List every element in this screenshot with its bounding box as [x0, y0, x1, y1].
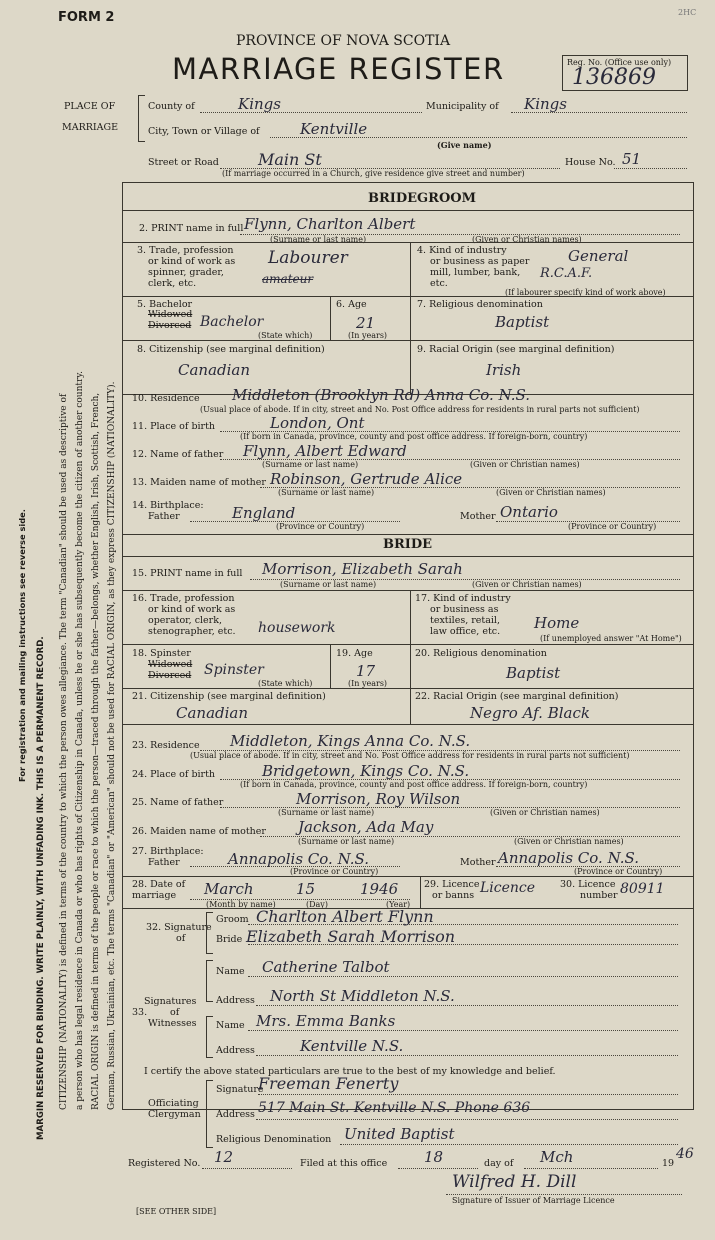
- place-brace: [138, 95, 145, 142]
- groom-signature: Charlton Albert Flynn: [256, 907, 434, 926]
- province-heading: PROVINCE OF NOVA SCOTIA: [236, 33, 451, 49]
- groom-birthplace-label: 14. Birthplace:: [132, 500, 204, 511]
- bride-state-which-caption: (State which): [258, 679, 313, 688]
- page-title: MARRIAGE REGISTER: [172, 52, 505, 86]
- municipality-label: Municipality of: [426, 101, 499, 112]
- groom-birthplace-father-label: Father: [148, 511, 180, 522]
- groom-religion-label: 7. Religious denomination: [417, 299, 543, 310]
- bride-industry-label-1: 17. Kind of industry: [415, 593, 511, 604]
- bride-industry-label-4: law office, etc.: [430, 626, 501, 637]
- bride-in-years-caption: (In years): [348, 679, 388, 688]
- licence-number-label-2: number: [580, 890, 618, 901]
- bride-mother-value: Jackson, Ada May: [298, 818, 434, 836]
- bride-religion-label: 20. Religious denomination: [415, 648, 547, 659]
- form-label: FORM 2: [58, 10, 115, 25]
- groom-age-value: 21: [356, 314, 376, 332]
- witnesses-label-3: Witnesses: [148, 1018, 197, 1029]
- bride-age-label: 19. Age: [336, 648, 373, 659]
- bride-industry-label-3: textiles, retail,: [430, 615, 500, 626]
- bride-trade-label-2: or kind of work as: [148, 604, 236, 615]
- place-label-1: PLACE OF: [64, 101, 116, 112]
- bride-status-value: Spinster: [204, 662, 264, 678]
- racial-origin-definition-1: RACIAL ORIGIN is defined in terms of the people or race to which the person—traced through the father—belongs, whether English, Irish, Scottish, French,: [91, 392, 101, 1110]
- groom-given-caption: (Given or Christian names): [472, 235, 582, 244]
- groom-industry-label-2: or business as paper: [430, 256, 530, 267]
- bride-header: BRIDE: [383, 537, 433, 552]
- groom-trade-label-3: spinner, grader,: [148, 267, 224, 278]
- bride-trade-value: housework: [258, 620, 336, 636]
- groom-widowed-label: Widowed: [148, 309, 193, 320]
- bride-father-value: Morrison, Roy Wilson: [296, 790, 461, 808]
- bride-racial-value: Negro Af. Black: [470, 704, 590, 722]
- bride-mother-given-caption: (Given or Christian names): [514, 837, 624, 846]
- groom-mother-surname-caption: (Surname or last name): [278, 488, 375, 497]
- witness1-address-label: Address: [216, 995, 255, 1006]
- filed-day-value: 18: [424, 1148, 444, 1166]
- bride-signature-label: Bride: [216, 934, 243, 945]
- officiating-label-1: Officiating: [148, 1098, 199, 1109]
- groom-trade-struck: amateur: [262, 272, 314, 286]
- issuer-signature: Wilfred H. Dill: [452, 1172, 577, 1192]
- clergy-denomination: United Baptist: [344, 1125, 455, 1143]
- marriage-month-caption: (Month by name): [206, 900, 276, 909]
- place-label-2: MARRIAGE: [62, 122, 119, 133]
- street-value: Main St: [258, 150, 322, 169]
- groom-mother-value: Robinson, Gertrude Alice: [270, 470, 463, 488]
- bride-birthplace-mother-label: Mother: [460, 857, 496, 868]
- bride-spinster-label: 18. Spinster: [132, 648, 191, 659]
- witnesses-number: 33.: [132, 1007, 148, 1018]
- certification-text: I certify the above stated particulars are true to the best of my knowledge and belief.: [144, 1066, 556, 1077]
- filed-month-value: Mch: [540, 1148, 574, 1166]
- groom-trade-label-1: 3. Trade, profession: [137, 245, 234, 256]
- marriage-day-value: 15: [296, 880, 316, 898]
- witness2-name: Mrs. Emma Banks: [256, 1012, 396, 1030]
- bride-given-caption: (Given or Christian names): [472, 580, 582, 589]
- witness1-name: Catherine Talbot: [262, 958, 390, 976]
- reg-no-label: Reg. No. (Office use only): [567, 58, 672, 67]
- clergy-signature-label: Signature: [216, 1084, 264, 1095]
- house-value: 51: [622, 150, 642, 168]
- groom-in-years-caption: (In years): [348, 331, 388, 340]
- county-value: Kings: [238, 95, 281, 113]
- clergy-signature: Freeman Fenerty: [258, 1074, 399, 1093]
- bride-birth-label: 24. Place of birth: [132, 769, 216, 780]
- reg-no-value: 136869: [572, 65, 656, 90]
- bride-mother-surname-caption: (Surname or last name): [298, 837, 395, 846]
- issuer-signature-caption: Signature of Issuer of Marriage Licence: [452, 1196, 615, 1205]
- bride-mother-birthplace-value: Annapolis Co. N.S.: [498, 849, 640, 867]
- bride-racial-label: 22. Racial Origin (see marginal definition): [415, 691, 619, 702]
- groom-mother-given-caption: (Given or Christian names): [496, 488, 606, 497]
- groom-state-which-caption: (State which): [258, 331, 313, 340]
- registered-no-label: Registered No.: [128, 1158, 201, 1169]
- top-mark: 2HC: [678, 8, 697, 17]
- groom-father-label: 12. Name of father: [132, 449, 224, 460]
- groom-birthplace-mother-label: Mother: [460, 511, 496, 522]
- groom-signature-label: Groom: [216, 914, 249, 925]
- groom-industry-value: General: [568, 247, 629, 265]
- officiating-label-2: Clergyman: [148, 1109, 201, 1120]
- marriage-year-value: 1946: [360, 880, 399, 898]
- bride-religion-value: Baptist: [506, 664, 561, 682]
- groom-father-province-caption: (Province or Country): [276, 522, 365, 531]
- groom-trade-label-4: clerk, etc.: [148, 278, 197, 289]
- groom-name-label: 2. PRINT name in full: [139, 223, 244, 234]
- clergy-address: 517 Main St. Kentville N.S. Phone 636: [258, 1100, 531, 1116]
- witness1-name-label: Name: [216, 966, 245, 977]
- groom-residence-note: (Usual place of abode. If in city, street and No. Post Office address for residents in rural parts not sufficient): [200, 405, 640, 414]
- bride-industry-value: Home: [534, 614, 580, 632]
- marriage-year-caption: (Year): [386, 900, 411, 909]
- bride-father-label: 25. Name of father: [132, 797, 224, 808]
- licence-label-1: 29. Licence: [424, 879, 480, 890]
- bride-age-value: 17: [356, 662, 376, 680]
- bride-father-birthplace-value: Annapolis Co. N.S.: [228, 850, 370, 868]
- filed-label: Filed at this office: [300, 1158, 388, 1169]
- marriage-date-label-2: marriage: [132, 890, 177, 901]
- groom-birth-note: (If born in Canada, province, county and post office address. If foreign-born, country): [240, 432, 588, 441]
- margin-note-instructions: For registration and mailing instructions see reverse side.: [17, 509, 27, 782]
- groom-mother-label: 13. Maiden name of mother: [132, 477, 266, 488]
- bride-mother-province-caption: (Province or Country): [574, 867, 663, 876]
- signature-label: 32. Signature: [146, 922, 212, 933]
- church-note: (If marriage occurred in a Church, give residence give street and number): [222, 169, 525, 178]
- groom-bachelor-label: 5. Bachelor: [137, 299, 193, 310]
- groom-father-surname-caption: (Surname or last name): [262, 460, 359, 469]
- groom-status-value: Bachelor: [200, 314, 264, 330]
- groom-birth-label: 11. Place of birth: [132, 421, 216, 432]
- groom-trade-value: Labourer: [268, 248, 348, 268]
- bride-trade-label-4: stenographer, etc.: [148, 626, 236, 637]
- bride-citizenship-value: Canadian: [176, 704, 249, 722]
- witness1-address: North St Middleton N.S.: [270, 987, 455, 1005]
- bride-residence-note: (Usual place of abode. If in city, street and No. Post Office address for residents in rural parts not sufficient): [190, 751, 630, 760]
- city-value: Kentville: [300, 120, 368, 138]
- marriage-date-label-1: 28. Date of: [132, 879, 186, 890]
- groom-citizenship-label: 8. Citizenship (see marginal definition): [137, 344, 325, 355]
- groom-father-value: Flynn, Albert Edward: [243, 442, 407, 460]
- witness2-address: Kentville N.S.: [300, 1037, 404, 1055]
- groom-residence-label: 10. Residence: [132, 393, 200, 404]
- witnesses-label-2: of: [170, 1007, 180, 1018]
- groom-industry-value-2: R.C.A.F.: [540, 266, 593, 281]
- margin-note-binding: MARGIN RESERVED FOR BINDING. WRITE PLAINLY, WITH UNFADING INK. THIS IS A PERMANENT RECORD.: [36, 636, 46, 1140]
- house-label: House No.: [565, 157, 616, 168]
- bride-residence-label: 23. Residence: [132, 740, 200, 751]
- bride-name-value: Morrison, Elizabeth Sarah: [262, 560, 463, 578]
- bridegroom-header: BRIDEGROOM: [368, 191, 476, 206]
- groom-citizenship-value: Canadian: [178, 361, 251, 379]
- groom-industry-label-4: etc.: [430, 278, 448, 289]
- groom-mother-province-caption: (Province or Country): [568, 522, 657, 531]
- see-other-side-note: [SEE OTHER SIDE]: [136, 1207, 217, 1216]
- bride-birthplace-label: 27. Birthplace:: [132, 846, 204, 857]
- licence-number-label-1: 30. Licence: [560, 879, 616, 890]
- municipality-value: Kings: [524, 95, 567, 113]
- groom-racial-value: Irish: [486, 361, 522, 379]
- bride-birth-value: Bridgetown, Kings Co. N.S.: [262, 762, 470, 780]
- filed-year-suffix: 46: [676, 1146, 694, 1162]
- bride-name-label: 15. PRINT name in full: [132, 568, 243, 579]
- street-label: Street or Road: [148, 157, 219, 168]
- bride-widowed-label: Widowed: [148, 659, 193, 670]
- county-label: County of: [148, 101, 195, 112]
- racial-origin-definition-2: German, Russian, Ukrainian, etc. The terms "Canadian" or "American" should not be used for RACIAL ORIGIN, as they express CITIZENSHIP (NATIONALITY).: [107, 381, 117, 1110]
- bride-unemployed-note: (If unemployed answer "At Home"): [540, 634, 682, 643]
- witnesses-label-1: Signatures: [144, 996, 197, 1007]
- groom-divorced-label: Divorced: [148, 320, 192, 331]
- groom-residence-value: Middleton (Brooklyn Rd) Anna Co. N.S.: [232, 386, 531, 404]
- signature-of-label: of: [176, 933, 186, 944]
- marriage-month-value: March: [204, 880, 254, 898]
- groom-father-given-caption: (Given or Christian names): [470, 460, 580, 469]
- give-name-caption: (Give name): [437, 140, 492, 150]
- bride-surname-caption: (Surname or last name): [280, 580, 377, 589]
- filed-year-prefix: 19: [662, 1158, 675, 1169]
- licence-value: Licence: [480, 880, 536, 896]
- bride-father-surname-caption: (Surname or last name): [278, 808, 375, 817]
- licence-label-2: or banns: [432, 890, 475, 901]
- bride-trade-label-1: 16. Trade, profession: [132, 593, 235, 604]
- groom-racial-label: 9. Racial Origin (see marginal definition): [417, 344, 615, 355]
- groom-industry-label-1: 4. Kind of industry: [417, 245, 507, 256]
- bride-industry-label-2: or business as: [430, 604, 499, 615]
- witness2-address-label: Address: [216, 1045, 255, 1056]
- groom-labourer-note: (If labourer specify kind of work above): [505, 288, 666, 297]
- groom-birth-value: London, Ont: [270, 414, 365, 432]
- bride-birthplace-father-label: Father: [148, 857, 180, 868]
- groom-trade-label-2: or kind of work as: [148, 256, 236, 267]
- clergy-denomination-label: Religious Denomination: [216, 1134, 332, 1145]
- bride-signature: Elizabeth Sarah Morrison: [246, 927, 456, 946]
- bride-father-given-caption: (Given or Christian names): [490, 808, 600, 817]
- witness2-name-label: Name: [216, 1020, 245, 1031]
- groom-name-value: Flynn, Charlton Albert: [244, 215, 416, 233]
- filed-day-of-label: day of: [484, 1158, 514, 1169]
- registered-no-value: 12: [214, 1148, 234, 1166]
- groom-mother-birthplace-value: Ontario: [500, 503, 558, 521]
- bride-citizenship-label: 21. Citizenship (see marginal definition): [132, 691, 326, 702]
- licence-number-value: 80911: [620, 881, 665, 897]
- groom-father-birthplace-value: England: [232, 504, 296, 522]
- bride-divorced-label: Divorced: [148, 670, 192, 681]
- groom-religion-value: Baptist: [495, 313, 550, 331]
- citizenship-definition-2: a person who has legal residence in Canada or who has rights of Citizenship in Canada, unless he or she has subsequently become the citizen of another country.: [75, 370, 85, 1110]
- bride-birth-note: (If born in Canada, province, county and post office address. If foreign-born, country): [240, 780, 588, 789]
- marriage-day-caption: (Day): [306, 900, 328, 909]
- groom-surname-caption: (Surname or last name): [270, 235, 367, 244]
- groom-industry-label-3: mill, lumber, bank,: [430, 267, 521, 278]
- bride-mother-label: 26. Maiden name of mother: [132, 826, 266, 837]
- bride-father-province-caption: (Province or Country): [290, 867, 379, 876]
- groom-age-label: 6. Age: [336, 299, 367, 310]
- citizenship-definition-1: CITIZENSHIP (NATIONALITY) is defined in terms of the country to which the person owes allegiance. The term "Canadian" should be used as descriptive of: [59, 393, 69, 1110]
- bride-residence-value: Middleton, Kings Anna Co. N.S.: [230, 732, 471, 750]
- city-label: City, Town or Village of: [148, 126, 260, 137]
- bride-trade-label-3: operator, clerk,: [148, 615, 223, 626]
- clergy-address-label: Address: [216, 1109, 255, 1120]
